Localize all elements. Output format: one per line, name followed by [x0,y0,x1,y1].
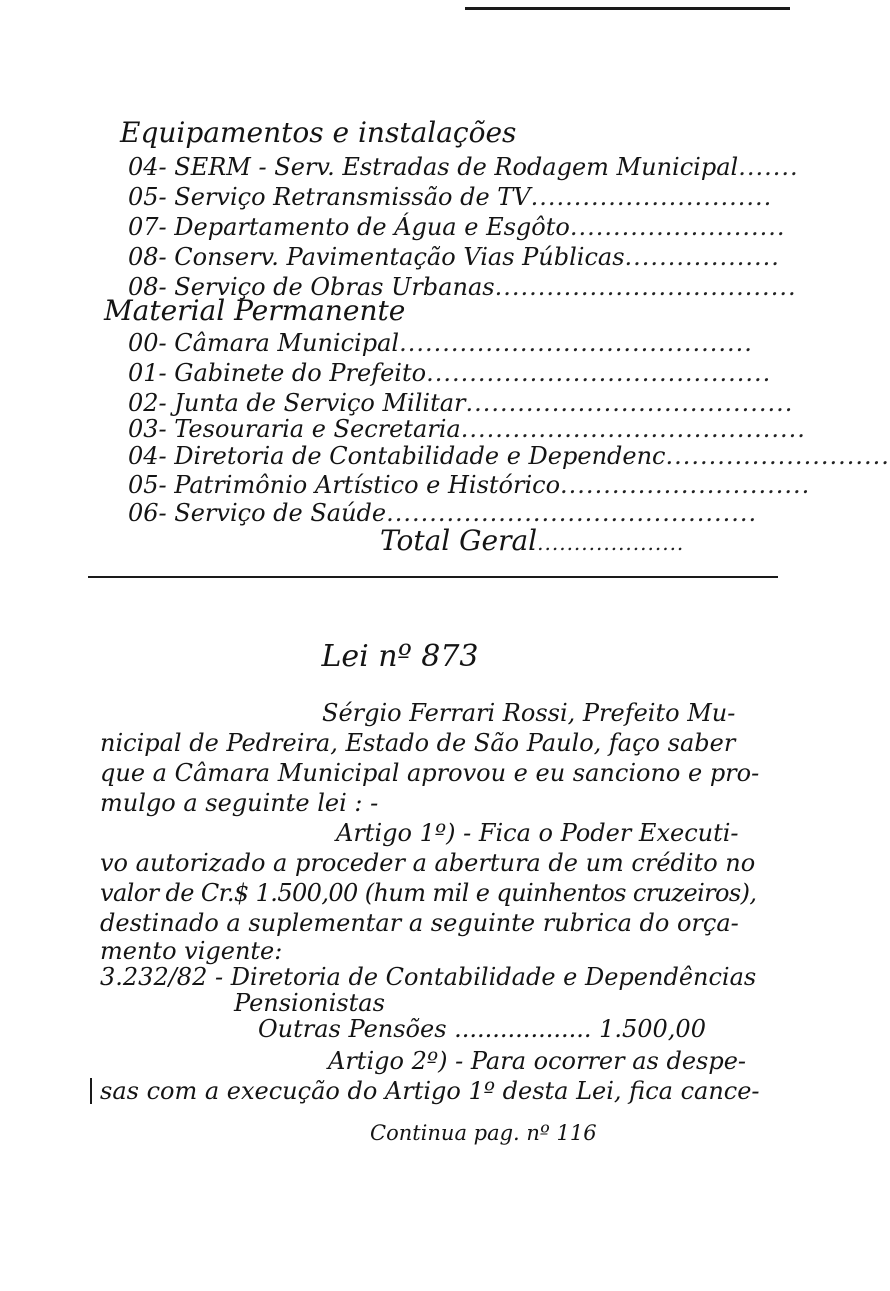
law-line: 3.232/82 - Diretoria de Contabilidade e Dependências [100,963,757,991]
dot-leader: ......................... [569,213,786,241]
law-line: valor de Cr.$ 1.500,00 (hum mil e quinhentos cruzeiros), [100,879,757,907]
item-text: 00- Câmara Municipal [128,329,400,357]
list-item [128,470,810,500]
dot-leader: ............................. [560,471,811,499]
dot-leader: ........................................ [460,415,806,443]
list-item [128,358,771,388]
list-item [128,441,890,471]
list-item [128,414,806,444]
law-line: Artigo 1º) - Fica o Poder Executi- [336,819,739,847]
top-right-rule [465,7,790,10]
continuation-note: Continua pag. nº 116 [370,1121,597,1145]
dot-leader: .................. [624,243,780,271]
item-text: 08- Serviço de Obras Urbanas [128,273,495,301]
item-text: 07- Departamento de Água e Esgôto [128,213,570,241]
dot-leader: ...................................... [465,389,794,417]
law-line: vo autorizado a proceder a abertura de um crédito no [100,849,756,877]
law-line: Pensionistas [234,989,385,1017]
list-item [128,212,786,242]
item-text: 05- Serviço Retransmissão de TV [128,183,531,211]
law-line: que a Câmara Municipal aprovou e eu sanciono e pro- [100,759,760,787]
dot-leader: ....... [738,153,799,181]
dot-leader: ................................... [494,273,797,301]
section-heading-equipment: Equipamentos e instalações [120,116,517,149]
item-text: 03- Tesouraria e Secretaria [128,415,461,443]
item-text: 04- Diretoria de Contabilidade e Dependenc [128,442,666,470]
list-item [128,328,753,358]
list-item [128,182,772,212]
list-item [128,242,780,272]
law-line: Sérgio Ferrari Rossi, Prefeito Mu- [322,699,736,727]
law-line: Artigo 2º) - Para ocorrer as despe- [328,1047,747,1075]
total-row [380,526,684,558]
total-label: Total Geral [380,524,538,557]
law-title: Lei nº 873 [321,639,479,674]
list-item [128,152,799,182]
law-line: Outras Pensões .................. 1.500,00 [258,1015,706,1043]
item-text: 06- Serviço de Saúde [128,499,387,527]
dot-leader: ......................................... [399,329,753,357]
item-text: 08- Conserv. Pavimentação Vias Públicas [128,243,625,271]
item-text: 04- SERM - Serv. Estradas de Rodagem Municipal [128,153,739,181]
dot-leader: ........................................ [426,359,772,387]
law-line: sas com a execução do Artigo 1º desta Lei, fica cance- [100,1077,760,1105]
dot-leader: ........................................... [386,499,758,527]
left-margin-tick [90,1078,92,1104]
item-text: 05- Patrimônio Artístico e Histórico [128,471,561,499]
law-line: mulgo a seguinte lei : - [100,789,379,817]
item-text: 02- Junta de Serviço Militar [128,389,466,417]
law-line: destinado a suplementar a seguinte rubrica do orça- [100,909,739,937]
law-line: nicipal de Pedreira, Estado de São Paulo, faço saber [100,729,736,757]
item-text: 01- Gabinete do Prefeito [128,359,427,387]
law-line: mento vigente: [100,937,283,965]
dot-leader: .......................... [665,442,890,470]
dot-leader: ............................ [530,183,773,211]
dot-leader: .................... [537,531,685,555]
section-divider [88,576,778,578]
section-heading-material: Material Permanente [104,294,406,327]
